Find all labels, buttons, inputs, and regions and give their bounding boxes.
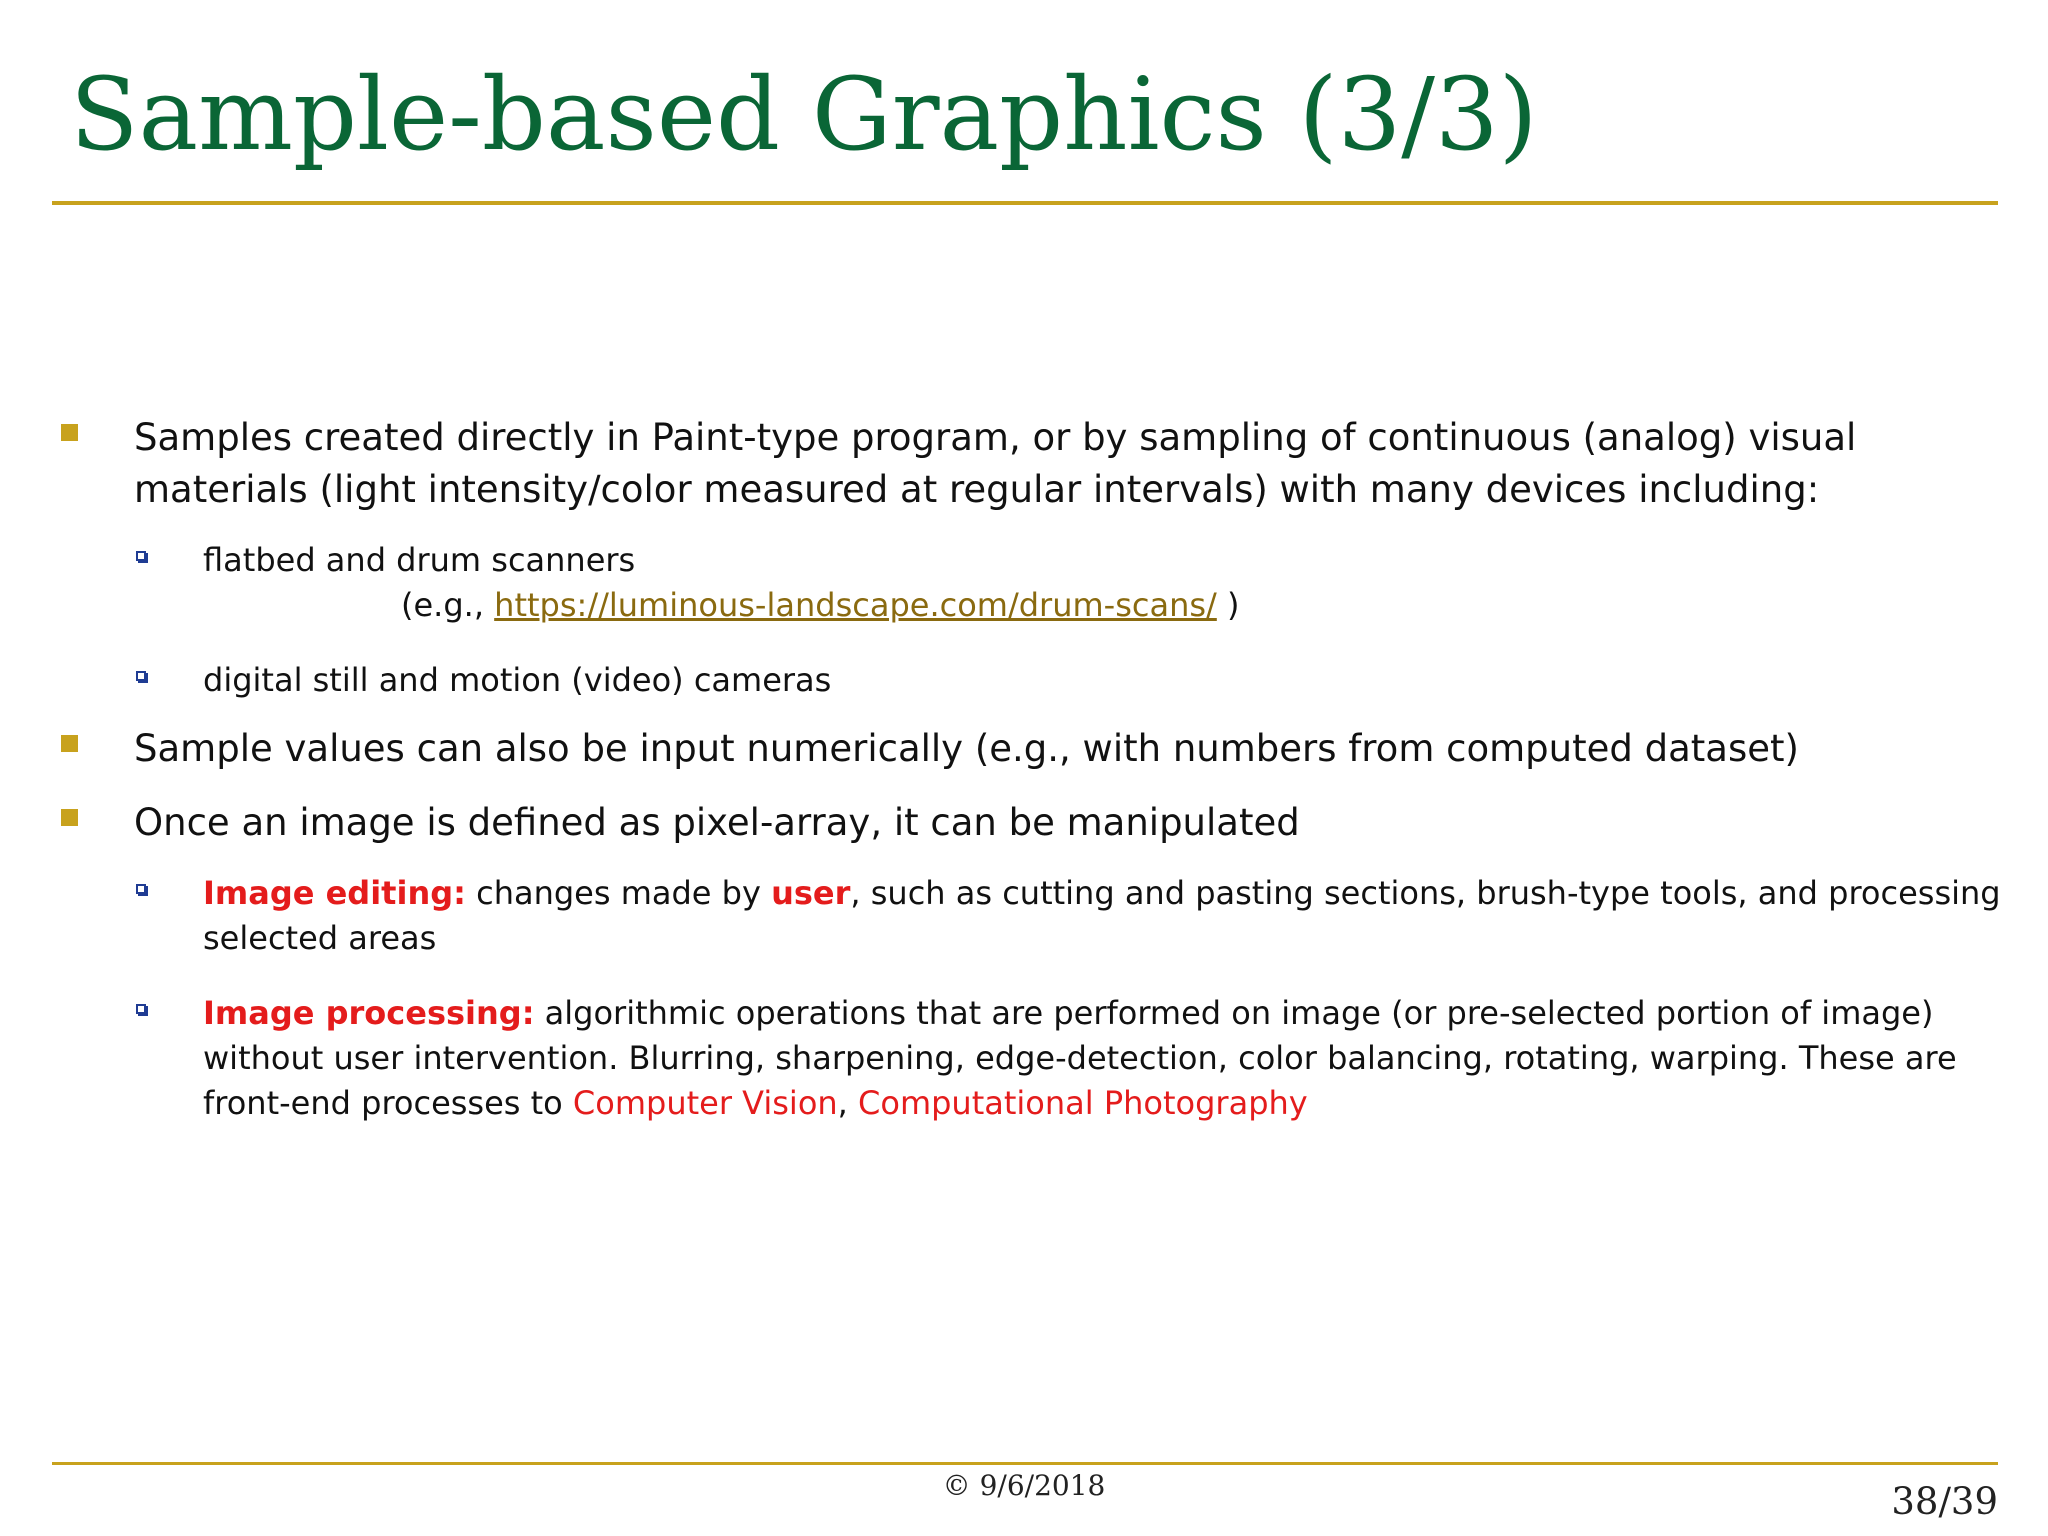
image-editing-label: Image editing: (203, 874, 466, 912)
hollow-square-bullet-icon (136, 671, 146, 681)
sub-bullet-cameras (60, 658, 2010, 703)
page-number: 38/39 (1891, 1480, 1998, 1523)
slide-content (60, 412, 2010, 1156)
example-suffix: ) (1216, 586, 1240, 624)
bullet-numeric-input (60, 723, 2010, 775)
footer-divider (52, 1462, 1998, 1465)
sub-bullet-text: digital still and motion (video) cameras (203, 661, 832, 699)
footer-date: © 9/6/2018 (942, 1469, 1106, 1502)
bullet-text: Once an image is defined as pixel-array, it can be manipulated (134, 801, 1300, 844)
image-processing-label: Image processing: (203, 994, 535, 1032)
title-divider (52, 201, 1998, 205)
drum-scans-link[interactable]: https://luminous-landscape.com/drum-scans/ (494, 586, 1217, 624)
square-bullet-icon (61, 424, 78, 441)
bullet-pixel-array (60, 797, 2010, 849)
computational-photography-term: Computational Photography (858, 1084, 1308, 1122)
image-editing-text-b: , such as cutting and pasting sections, brush-type tools, and processing selected areas (203, 874, 2001, 957)
hollow-square-bullet-icon (136, 1004, 146, 1014)
bullet-text: Samples created directly in Paint-type program, or by sampling of continuous (analog) visual materials (light intensity/color measured at regular intervals) with many devices including: (134, 416, 1857, 511)
term-separator: , (837, 1084, 859, 1122)
hollow-square-bullet-icon (136, 884, 146, 894)
image-processing-text: algorithmic operations that are performed on image (or pre-selected portion of image) without user intervention. Blurring, sharpening, edge-detection, color balancing, rotating, warping. These are front-end processes to (203, 994, 1957, 1122)
sub-bullet-image-editing (60, 871, 2010, 961)
slide-title: Sample-based Graphics (3/3) (70, 56, 1538, 173)
bullet-sampling-sources (60, 412, 2010, 516)
computer-vision-term: Computer Vision (572, 1084, 838, 1122)
sub-bullet-text: flatbed and drum scanners (203, 541, 636, 579)
sub-bullet-scanners (60, 538, 2010, 628)
example-prefix: (e.g., (401, 586, 495, 624)
sub-bullet-image-processing (60, 991, 2010, 1126)
square-bullet-icon (61, 735, 78, 752)
hollow-square-bullet-icon (136, 551, 146, 561)
user-emphasis: user (771, 874, 851, 912)
square-bullet-icon (61, 809, 78, 826)
image-editing-text-a: changes made by (465, 874, 772, 912)
example-line (203, 583, 2010, 628)
bullet-text: Sample values can also be input numerically (e.g., with numbers from computed dataset) (134, 727, 1799, 770)
